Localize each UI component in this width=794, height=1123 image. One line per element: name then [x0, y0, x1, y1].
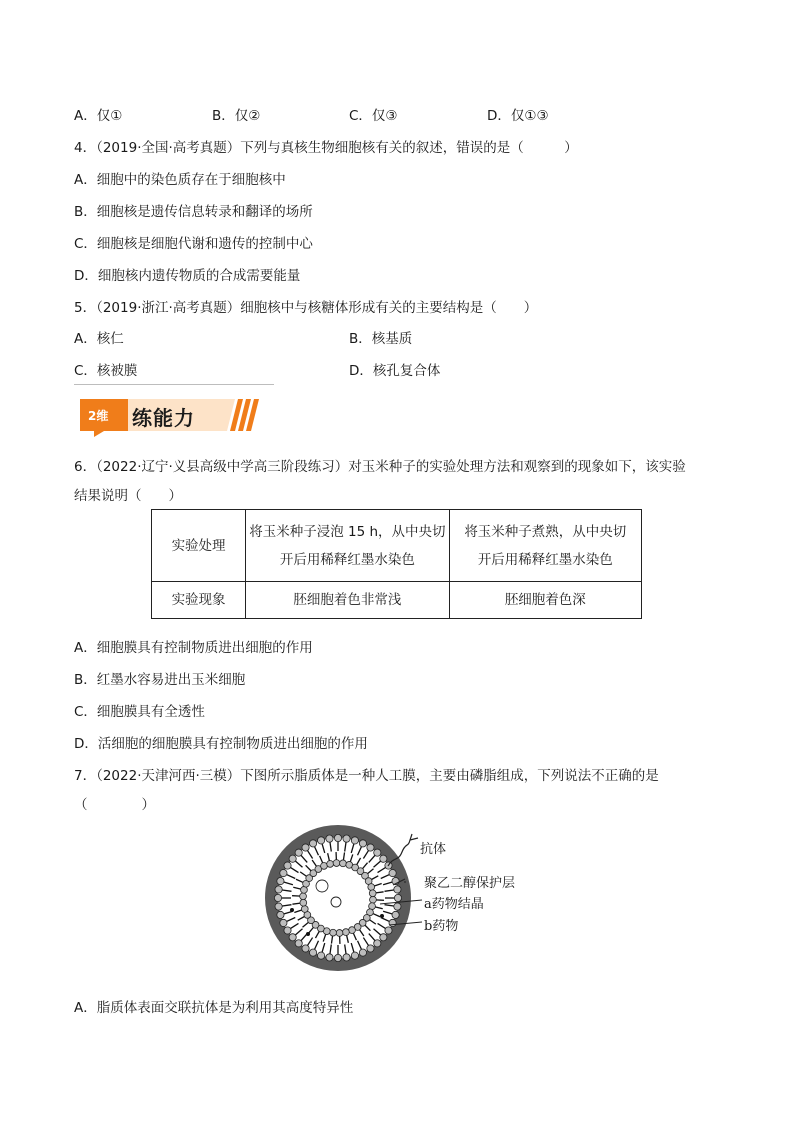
table-cell	[449, 510, 641, 582]
table-cell-line: 将玉米种子浸泡 15 h，从中央切	[249, 523, 446, 540]
q6-stem-line2: 结果说明（ ）	[74, 488, 182, 504]
q6-option-d: D．活细胞的细胞膜具有控制物质进出细胞的作用	[74, 736, 368, 752]
experiment-table	[151, 509, 642, 619]
table-row-head: 实验现象	[152, 582, 246, 619]
q5-option-d: D．核孔复合体	[349, 363, 441, 379]
table-row-head: 实验处理	[152, 510, 246, 582]
q5-option-a: A．核仁	[74, 331, 124, 347]
table-cell-line: 开后用稀释红墨水染色	[279, 551, 415, 568]
q6-option-c: C．细胞膜具有全透性	[74, 704, 205, 720]
label-drug-crystal: a药物结晶	[424, 897, 484, 912]
q7-stem-line1: 7．（2022·天津河西·三模）下图所示脂质体是一种人工膜，主要由磷脂组成，下列说法不正确的是	[74, 768, 659, 784]
q5-option-c: C．核被膜	[74, 363, 138, 379]
q3-option-a: A．仅①	[74, 108, 123, 124]
table-cell	[246, 510, 449, 582]
section-title: 练能力	[132, 406, 195, 430]
section-badge: 2维	[88, 409, 109, 423]
table-row	[152, 510, 642, 582]
label-peg-layer: 聚乙二醇保护层	[424, 876, 516, 891]
q3-option-b: B．仅②	[212, 108, 261, 124]
q7-stem-line2: （ ）	[74, 797, 155, 813]
q5-option-b: B．核基质	[349, 331, 413, 347]
q4-option-c: C．细胞核是细胞代谢和遗传的控制中心	[74, 236, 313, 252]
table-cell: 胚细胞着色深	[449, 582, 641, 619]
q6-stem-line1: 6．（2022·辽宁·义县高级中学高三阶段练习）对玉米种子的实验处理方法和观察到的现象如下，该实验	[74, 459, 686, 475]
table-row	[152, 582, 642, 619]
q3-option-c: C．仅③	[349, 108, 398, 124]
q3-option-d: D．仅①③	[487, 108, 549, 124]
table-cell: 胚细胞着色非常浅	[246, 582, 449, 619]
q4-option-a: A．细胞中的染色质存在于细胞核中	[74, 172, 286, 188]
q6-option-a: A．细胞膜具有控制物质进出细胞的作用	[74, 640, 313, 656]
liposome-figure	[262, 822, 542, 972]
q4-option-d: D．细胞核内遗传物质的合成需要能量	[74, 268, 301, 284]
section-divider	[74, 384, 274, 385]
table-cell-line: 将玉米种子煮熟，从中央切	[464, 523, 627, 540]
q5-stem: 5．（2019·浙江·高考真题）细胞核中与核糖体形成有关的主要结构是（ ）	[74, 300, 538, 316]
label-drug-b: b药物	[424, 919, 459, 934]
label-antibody: 抗体	[420, 842, 447, 857]
q7-option-a: A．脂质体表面交联抗体是为利用其高度特异性	[74, 1000, 354, 1016]
table-cell-line: 开后用稀释红墨水染色	[477, 551, 613, 568]
q6-option-b: B．红墨水容易进出玉米细胞	[74, 672, 246, 688]
q4-option-b: B．细胞核是遗传信息转录和翻译的场所	[74, 204, 313, 220]
q4-stem: 4．（2019·全国·高考真题）下列与真核生物细胞核有关的叙述，错误的是（ ）	[74, 140, 578, 156]
